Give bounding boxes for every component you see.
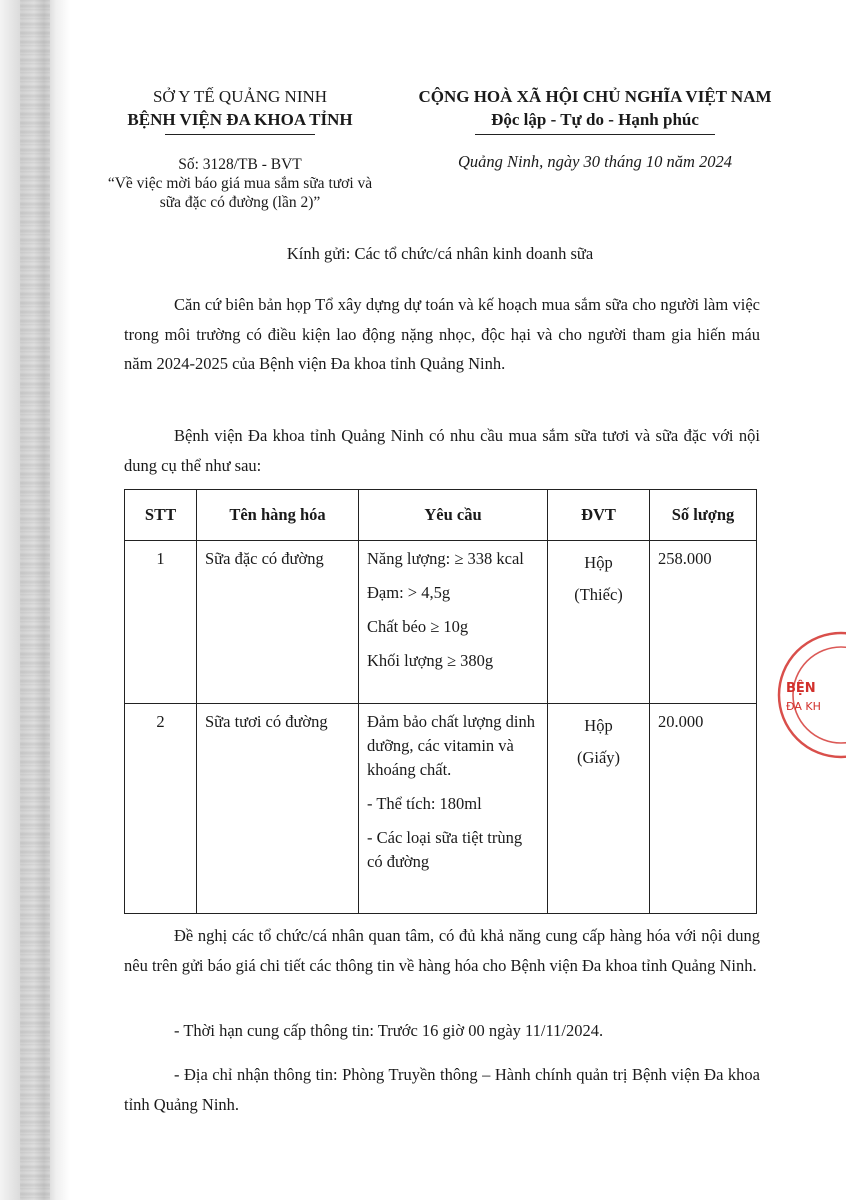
row-name: Sữa tươi có đường: [197, 704, 359, 914]
row-requirements: [359, 704, 548, 914]
issuer-block: [95, 85, 385, 135]
document-number: Số: 3128/TB - BVT: [178, 156, 302, 173]
issuer-underline: [165, 134, 315, 135]
motto-underline: [475, 134, 715, 135]
header-unit: ĐVT: [548, 490, 650, 541]
paragraph-need: Bệnh viện Đa khoa tỉnh Quảng Ninh có nhu cầu mua sắm sữa tươi và sữa đặc với nội dung cụ thể như sau:: [124, 426, 760, 475]
requirement-line: Đạm: > 4,5g: [367, 583, 451, 602]
requirement-line: Chất béo ≥ 10g: [367, 617, 469, 636]
row-quantity: 20.000: [650, 704, 757, 914]
subject-line-1: “Về việc mời báo giá mua sắm sữa tươi và: [107, 175, 373, 192]
unit-line-2: (Thiếc): [574, 585, 623, 604]
stamp-text-2: ĐA KH: [786, 700, 821, 713]
requirement-line: Khối lượng ≥ 380g: [367, 651, 494, 670]
header-quantity: Số lượng: [650, 490, 757, 541]
table-row: [125, 541, 757, 704]
unit-line-2: (Giấy): [576, 748, 621, 767]
issue-date: Quảng Ninh, ngày 30 tháng 10 năm 2024: [457, 152, 733, 171]
row-unit: [548, 541, 650, 704]
issuer-department: SỞ Y TẾ QUẢNG NINH: [152, 87, 328, 106]
paragraph-basis: Căn cứ biên bản họp Tổ xây dựng dự toán và kế hoạch mua sắm sữa cho người làm việc trong môi trường có điều kiện lao động nặng nhọc, độc hại và cho người tham gia hiến máu năm 2024-2025 của Bệnh viện Đa khoa tỉnh Quảng Ninh.: [124, 295, 760, 373]
header-stt: STT: [125, 490, 197, 541]
row-name: Sữa đặc có đường: [197, 541, 359, 704]
issuer-hospital: BỆNH VIỆN ĐA KHOA TỈNH: [127, 110, 353, 129]
goods-table: [124, 489, 757, 914]
header-name: Tên hàng hóa: [197, 490, 359, 541]
national-motto-block: [390, 85, 800, 135]
row-stt: 2: [125, 704, 197, 914]
row-quantity: 258.000: [650, 541, 757, 704]
country-name: CỘNG HOÀ XÃ HỘI CHỦ NGHĨA VIỆT NAM: [418, 87, 772, 106]
reference-block: [95, 155, 385, 212]
subject-line-2: sữa đặc có đường (lần 2)”: [159, 194, 321, 211]
row-requirements: [359, 541, 548, 704]
header-requirements: Yêu cầu: [359, 490, 548, 541]
table-header-row: [125, 490, 757, 541]
table-row: [125, 704, 757, 914]
row-stt: 1: [125, 541, 197, 704]
unit-line-1: Hộp: [584, 716, 613, 735]
row-unit: [548, 704, 650, 914]
stamp-text-1: BỆN: [786, 681, 816, 696]
requirement-line: Đảm bảo chất lượng dinh dưỡng, các vitamin và khoáng chất.: [367, 712, 535, 779]
paragraph-deadline: - Thời hạn cung cấp thông tin: Trước 16 giờ 00 ngày 11/11/2024.: [174, 1021, 604, 1040]
requirement-line: - Thể tích: 180ml: [367, 794, 482, 813]
requirement-line: - Các loại sữa tiệt trùng có đường: [367, 828, 523, 871]
paragraph-request: Đề nghị các tổ chức/cá nhân quan tâm, có đủ khả năng cung cấp hàng hóa với nội dung nêu trên gửi báo giá chi tiết các thông tin về hàng hóa cho Bệnh viện Đa khoa tỉnh Quảng Ninh.: [124, 926, 760, 975]
recipient-line: Kính gửi: Các tổ chức/cá nhân kinh doanh sữa: [286, 244, 594, 263]
red-seal-stamp: [776, 630, 846, 760]
paragraph-address: - Địa chỉ nhận thông tin: Phòng Truyền thông – Hành chính quản trị Bệnh viện Đa khoa tỉnh Quảng Ninh.: [124, 1065, 760, 1114]
requirement-line: Năng lượng: ≥ 338 kcal: [367, 549, 524, 568]
unit-line-1: Hộp: [584, 553, 613, 572]
national-motto: Độc lập - Tự do - Hạnh phúc: [491, 110, 699, 129]
scan-edge-shading: [0, 0, 70, 1200]
